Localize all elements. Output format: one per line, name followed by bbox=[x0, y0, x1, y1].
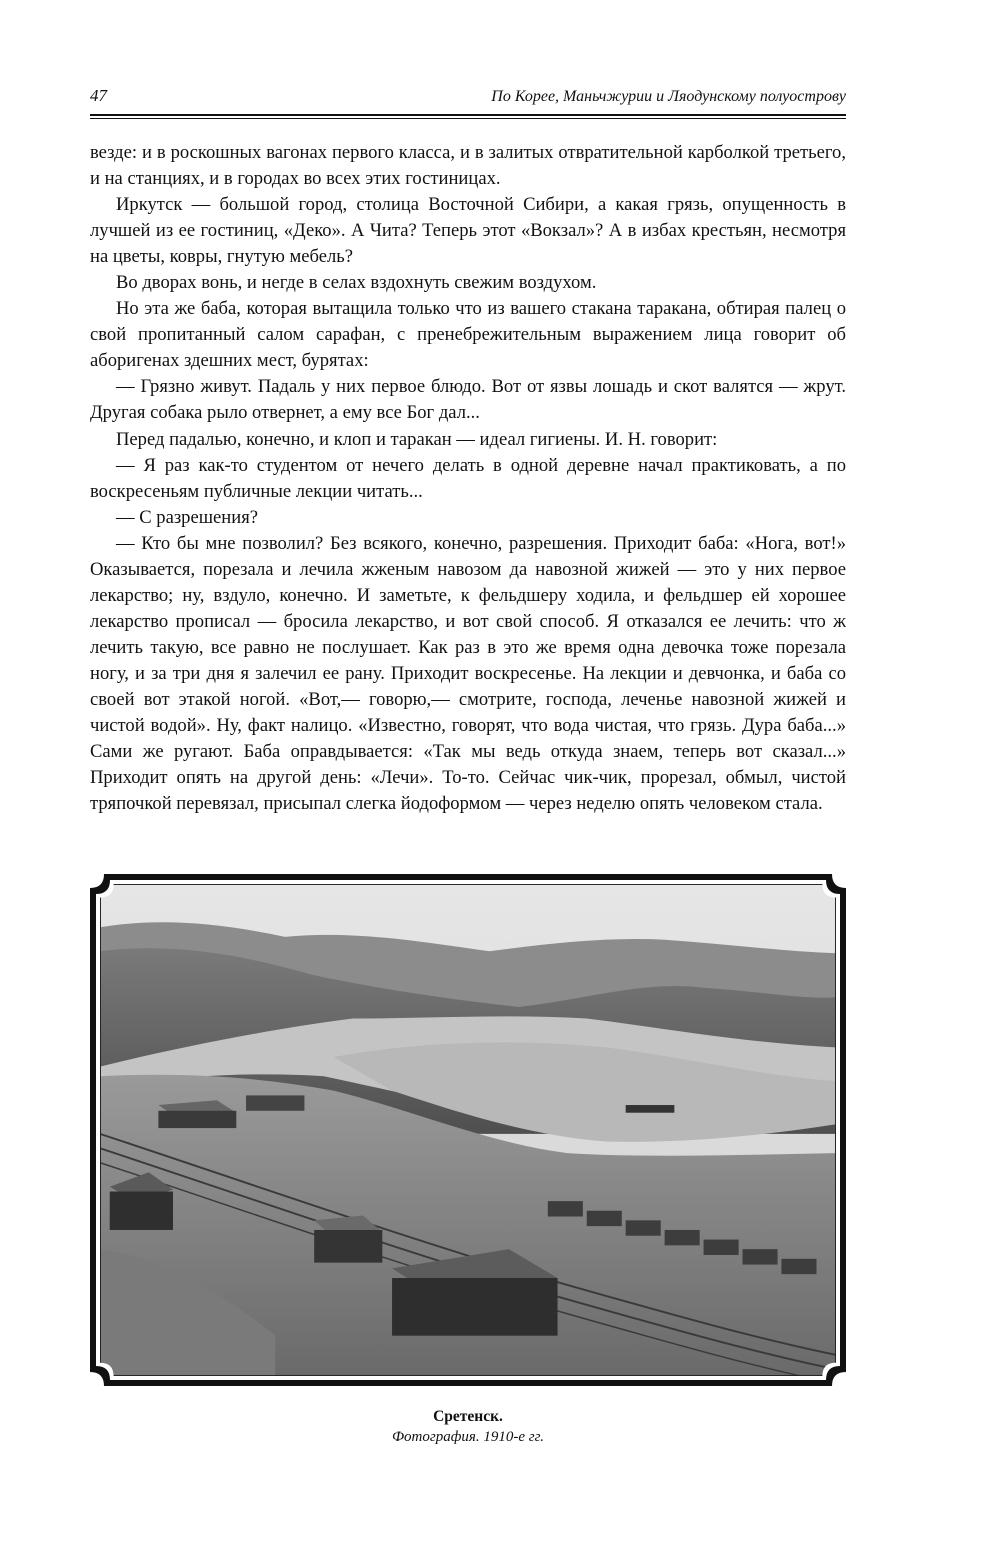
header-rule bbox=[90, 114, 846, 116]
paragraph: — С разрешения? bbox=[116, 506, 259, 528]
paragraph: — Кто бы мне позволил? Без всякого, конечно, разрешения. Приходит баба: «Нога, вот!» Оказывается, порезала и лечила жженым навозом да навозной жижей — это у них первое лекарство; ну, вздуло, конечно. И заметьте, к фельдшеру ходила, и фельдшер ей хорошее лекарство прописал — бросила лекарство, и вот свой способ. Я отказался ее лечить: что ж лечить такую, все равно не послушает. Как раз в это же время одна девочка тоже порезала ногу, и за три дня я залечил ее рану. Приходит воскресенье. На лекции и девчонка, и баба со своей вот этакой ногой. «Вот,— говорю,— смотрите, господа, леченье навозной жижей и чистой водой». Ну, факт налицо. «Известно, говорят, что вода чистая, что грязь. Дура баба...» Сами же ругают. Баба оправдывается: «Так мы ведь откуда знаем, теперь вот сказал...» Приходит опять на другой день: «Лечи». То-то. Сейчас чик-чик, прорезал, обмыл, чистой тряпочкой перевязал, присыпал слегка йодоформом — через неделю опять человеком стала. bbox=[90, 532, 846, 815]
paragraph: Иркутск — большой город, столица Восточной Сибири, а какая грязь, опущенность в лучшей из ее гостиниц, «Деко». А Чита? Теперь этот «Вокзал»? А в избах крестьян, несмотря на цветы, ковры, гнутую мебель? bbox=[90, 194, 846, 268]
caption-subtitle: Фотография. 1910-е гг. bbox=[391, 1429, 545, 1445]
photo-illustration bbox=[90, 874, 846, 1386]
paragraph: — Я раз как-то студентом от нечего делать в одной деревне начал практиковать, а по воскресеньям публичные лекции читать... bbox=[90, 454, 846, 502]
paragraph: везде: и в роскошных вагонах первого класса, и в залитых отвратительной карболкой третьего, и на станциях, и в городах во всех этих гостиницах. bbox=[90, 142, 846, 190]
page-number: 47 bbox=[90, 86, 107, 105]
figure-caption bbox=[90, 1406, 846, 1447]
body-text bbox=[90, 140, 846, 817]
running-title: По Корее, Маньчжурии и Ляодунскому полуострову bbox=[491, 88, 846, 105]
photo-sretensk bbox=[90, 874, 846, 1386]
paragraph: Но эта же баба, которая вытащила только что из вашего стакана таракана, обтирая палец о свой пропитанный салом сарафан, с пренебрежительным выражением лица говорит об аборигенах здешних мест, бурятах: bbox=[90, 298, 846, 372]
paragraph: Во дворах вонь, и негде в селах вздохнуть свежим воздухом. bbox=[116, 272, 597, 294]
paragraph: Перед падалью, конечно, и клоп и таракан — идеал гигиены. И. Н. говорит: bbox=[116, 428, 718, 450]
caption-title: Сретенск. bbox=[433, 1408, 503, 1425]
paragraph: — Грязно живут. Падаль у них первое блюдо. Вот от язвы лошадь и скот валятся — жрут. Другая собака рыло отвернет, а ему все Бог дал... bbox=[90, 376, 846, 424]
header-rule-thin bbox=[90, 118, 846, 119]
page-header bbox=[90, 82, 846, 118]
